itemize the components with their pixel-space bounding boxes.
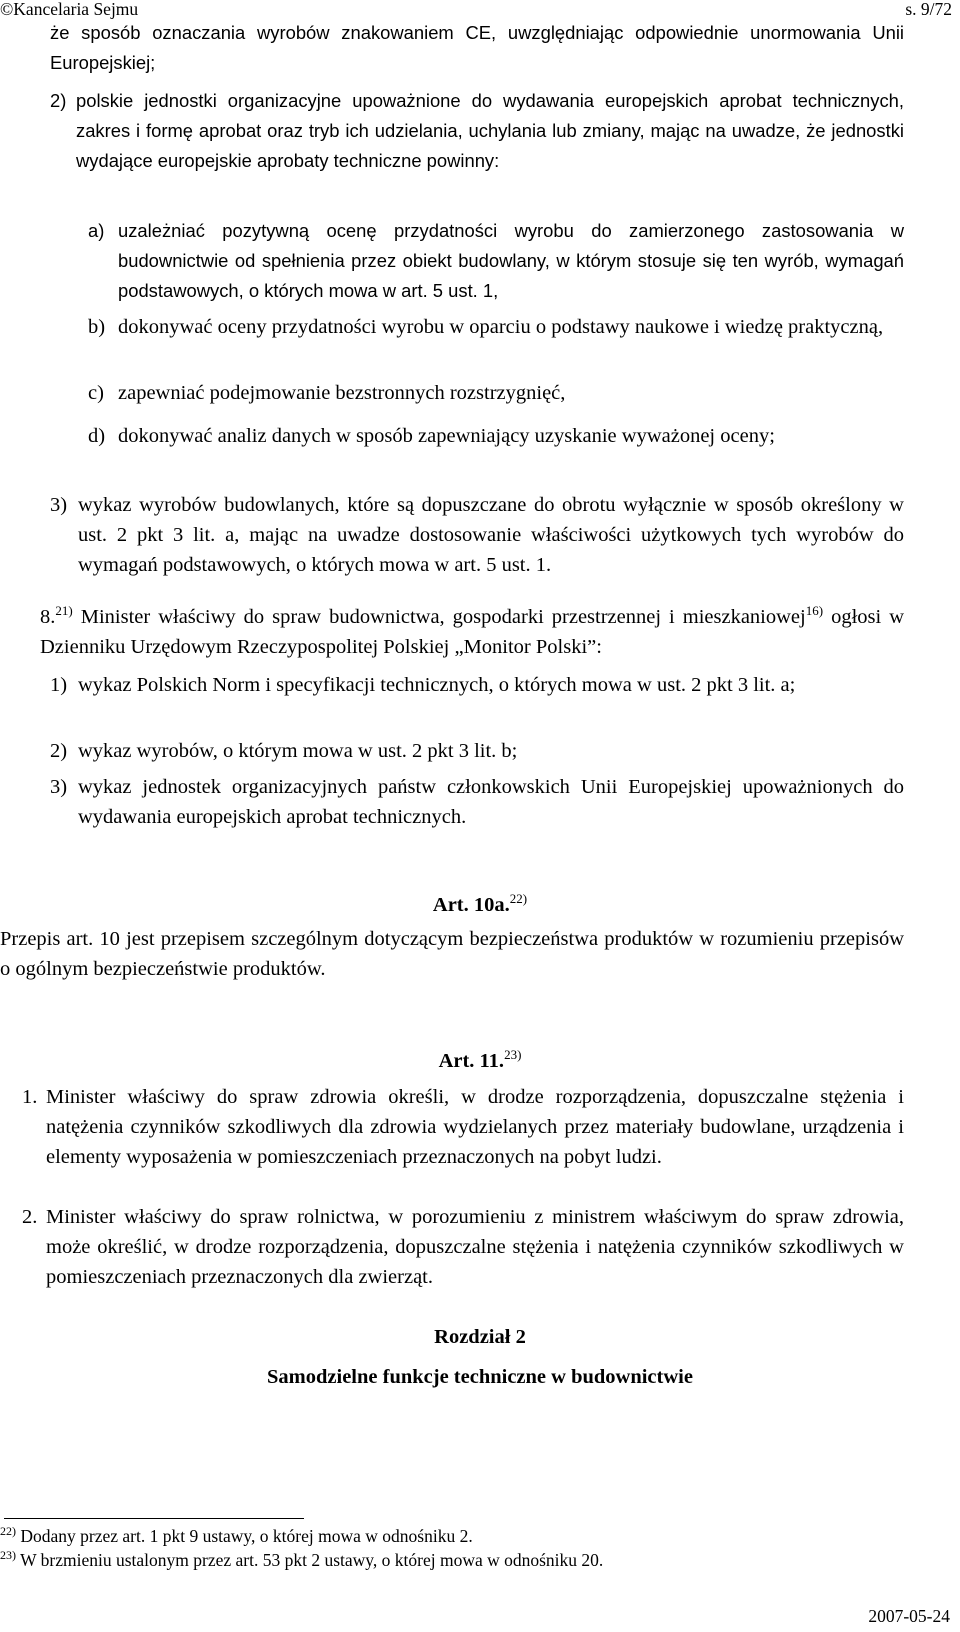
footnote-ref-16: 16) — [805, 603, 824, 619]
header-page-number: s. 9/72 — [905, 0, 952, 19]
subitem-c-label: c) — [88, 382, 104, 404]
p8-item-2-text: wykaz wyrobów, o którym mowa w ust. 2 pkt 3 lit. b; — [78, 740, 518, 762]
subitem-b-text: dokonywać oceny przydatności wyrobu w oparciu o podstawy naukowe i wiedzę praktyczną, — [118, 316, 884, 338]
footnote-23-marker: 23) — [0, 1548, 16, 1563]
subitem-b-label: b) — [88, 316, 106, 338]
item-3-text: wykaz wyrobów budowlanych, które są dopuszczane do obrotu wyłącznie w sposób określony w ust. 2 pkt 3 lit. a, mając na uwadze dostosowanie właściwości użytkowych tych wyrobów do wymagań podstawowych, o których mowa w art. 5 ust. 1. — [78, 494, 904, 576]
art-11-title: Art. 11. — [438, 1050, 505, 1072]
footnote-23 — [0, 1549, 603, 1571]
subitem-c-text: zapewniać podejmowanie bezstronnych rozstrzygnięć, — [118, 382, 566, 404]
footnote-separator — [4, 1518, 304, 1519]
subitem-a-text: uzależniać pozytywną ocenę przydatności wyrobu do zamierzonego zastosowania w budownictwie od spełnienia przez obiekt budowlany, w którym stosuje się ten wyrób, wymagań podstawowych, o których mowa w art. 5 ust. 1, — [118, 220, 904, 301]
p8-item-1-label: 1) — [50, 674, 68, 696]
art-11-heading — [0, 1046, 960, 1076]
footer-date: 2007-05-24 — [868, 1606, 950, 1626]
footnote-ref-21: 21) — [55, 603, 73, 619]
item-2-label: 2) — [50, 90, 67, 111]
paragraph-8-number: 8. — [40, 606, 56, 628]
footnote-22-text: Dodany przez art. 1 pkt 9 ustawy, o której mowa w odnośniku 2. — [20, 1526, 473, 1546]
item-2-text: polskie jednostki organizacyjne upoważnione do wydawania europejskich aprobat technicznych, zakres i formę aprobat oraz tryb ich udzielania, uchylania lub zmiany, mając na uwadze, że jednostki wydające europejskie aprobaty techniczne powinny: — [76, 90, 904, 171]
subitem-d-label: d) — [88, 425, 106, 447]
art-11-par-1-text: Minister właściwy do spraw zdrowia określi, w drodze rozporządzenia, dopuszczalne stężenia i natężenia czynników szkodliwych dla zdrowia wydzielanych przez materiały budowlane, urządzenia i elementy wyposażenia w pomieszczeniach przeznaczonych na pobyt ludzi. — [46, 1086, 904, 1168]
chapter-title: Rozdział 2 — [434, 1326, 526, 1348]
chapter-subtitle: Samodzielne funkcje techniczne w budownictwie — [267, 1366, 693, 1388]
art-10a-title: Art. 10a. — [432, 894, 510, 916]
paragraph-8-text-b: ogłosi w Dzienniku Urzędowym Rzeczypospolitej Polskiej „Monitor Polski”: — [40, 606, 905, 658]
p8-item-2-label: 2) — [50, 740, 68, 762]
header-source: ©Kancelaria Sejmu — [0, 0, 139, 19]
item-3-label: 3) — [50, 494, 68, 516]
p8-item-3-label: 3) — [50, 776, 68, 798]
subitem-a-label: a) — [88, 220, 105, 241]
subitem-d-text: dokonywać analiz danych w sposób zapewniający uzyskanie wyważonej oceny; — [118, 425, 775, 447]
footnote-ref-22: 22) — [509, 891, 528, 907]
footnote-22 — [0, 1525, 473, 1547]
p8-item-3-text: wykaz jednostek organizacyjnych państw członkowskich Unii Europejskiej upoważnionych do wydawania europejskich aprobat technicznych. — [78, 776, 904, 828]
art-10a-heading — [0, 890, 960, 920]
paragraph-8-text-a: Minister właściwy do spraw budownictwa, gospodarki przestrzennej i mieszkaniowej — [80, 606, 806, 628]
intro-paragraph: że sposób oznaczania wyrobów znakowaniem CE, uwzględniając odpowiednie unormowania Unii Europejskiej; — [50, 22, 904, 73]
footnote-ref-23: 23) — [504, 1047, 522, 1063]
art-11-par-2-number: 2. — [22, 1206, 38, 1228]
footnote-23-text: W brzmieniu ustalonym przez art. 53 pkt 2 ustawy, o której mowa w odnośniku 20. — [20, 1550, 604, 1570]
footnote-22-marker: 22) — [0, 1524, 16, 1539]
art-10a-text: Przepis art. 10 jest przepisem szczególnym dotyczącym bezpieczeństwa produktów w rozumieniu przepisów o ogólnym bezpieczeństwie produktów. — [0, 928, 904, 980]
paragraph-8 — [40, 602, 904, 662]
art-11-par-2-text: Minister właściwy do spraw rolnictwa, w porozumieniu z ministrem właściwym do spraw zdrowia, może określić, w drodze rozporządzenia, dopuszczalne stężenia i natężenia czynników szkodliwych w pomieszczeniach przeznaczonych dla zwierząt. — [46, 1206, 904, 1288]
art-11-par-1-number: 1. — [22, 1086, 38, 1108]
p8-item-1-text: wykaz Polskich Norm i specyfikacji technicznych, o których mowa w ust. 2 pkt 3 lit. a; — [78, 674, 796, 696]
